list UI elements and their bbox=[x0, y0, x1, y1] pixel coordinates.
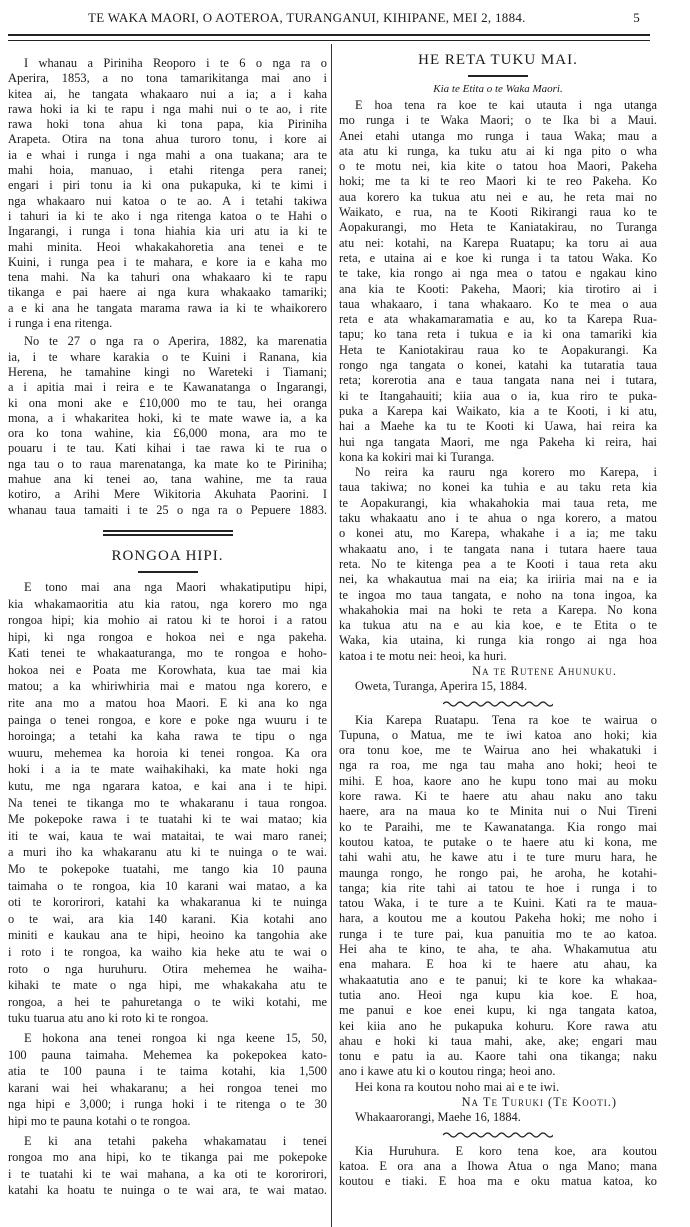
text-line: whakahokia mai na hoki te reta a Karepa. No kona bbox=[339, 602, 657, 617]
text-line: katoa. E ora ana a Ihowa Atua o nga Mano; mana bbox=[339, 1158, 657, 1173]
text-line: Kia Karepa Ruatapu. Tena ra koe te wairua o bbox=[355, 712, 657, 727]
text-line: Aperira, 1853, a no tona tamarikitanga mai ano i bbox=[8, 71, 327, 86]
text-line: tahi wahi atu, he kawe atu i te ture muru hara, he bbox=[339, 850, 657, 865]
text-line: a e ki ana he tangata marama rawa ia ki te whaikorero bbox=[8, 300, 327, 315]
text-line: katahi ka hoatu te nuinga o te wai ara, te wai matao. bbox=[8, 1183, 327, 1198]
text-line: mona, a i whakaritea hoki, ki te mate wawe ia, a ka bbox=[8, 410, 327, 425]
text-line: Hei kona ra koutou noho mai ai e te iwi. bbox=[355, 1079, 560, 1094]
text-line: rawa hoki ia ki te rapu i nga mahi nui o te ao, i rite bbox=[8, 101, 327, 116]
text-line: rongoa, a hei te pahuretanga o te wiki kotahi, me bbox=[8, 994, 327, 1009]
paragraph bbox=[339, 465, 657, 664]
text-line: No reira ka rauru nga korero mo Karepa, i bbox=[355, 465, 657, 480]
text-line: tonu e patu ia au. Kaore tahi ona tikanga; naku bbox=[339, 1049, 657, 1064]
text-line: rawa hoki tona ahua ki tona papa, kia Piriniha bbox=[8, 117, 327, 132]
text-line: hai a Maehe ka tu te Kooti ki Uawa, hai reira ka bbox=[339, 419, 657, 434]
text-line: reta e ata whakamaramatia e au, ko ta Karepa Rua- bbox=[339, 312, 657, 327]
text-line: rongoa hipi; kia mohio ai ratou ki te horoi i a ratou bbox=[8, 613, 327, 628]
text-line: ora tonu koe, me te Wairua ano hei whakatuki i bbox=[339, 743, 657, 758]
heading-rule bbox=[138, 571, 198, 573]
paragraph bbox=[8, 1133, 327, 1199]
text-line: kihaki te mate o nga hipi, me whakakaha atu te bbox=[8, 978, 327, 993]
letters bbox=[339, 98, 657, 1189]
text-line: reta; korerotia ana e taua tangata nana nei i tutara, bbox=[339, 373, 657, 388]
text-line: Waka, kia utaina, ki runga kia rongo ai nga hoa bbox=[339, 633, 657, 648]
text-line: o te motu nei, kia kite o tatou hoa Maori, Pakeha bbox=[339, 159, 657, 174]
text-line: whanau taua tamaiti i te 25 o nga ra o Pepuere 1883. bbox=[8, 502, 327, 517]
text-line: nga whakaaro nui katoa o te ao. A i tetahi takiwa bbox=[8, 193, 327, 208]
text-line: miniti e kaukau ana te hipi, heoino ka tangohia ake bbox=[8, 928, 327, 943]
text-line: hokoa nei e Poata me Korowhata, kua tae mai kia bbox=[8, 662, 327, 677]
text-line: me panui e koe enei kupu, ki nga tangata katoa, bbox=[339, 1003, 657, 1018]
text-line: 100 pauna taimaha. Mehemea ka pokepokea kato- bbox=[8, 1047, 327, 1062]
text-line: te ingoa mo taua tangata, e noho na tona ingoa, ka bbox=[339, 587, 657, 602]
wavy-separator bbox=[443, 699, 553, 709]
rongoa-hipi-heading: RONGOA HIPI. bbox=[111, 547, 224, 564]
text-line: o te wai, ara kia 140 karani. Kia kotahi ano bbox=[8, 911, 327, 926]
text-line: Kuini, i runga pea i te mahara, e kore ia e kaha mo bbox=[8, 254, 327, 269]
dateline: Whakaarorangi, Maehe 16, 1884. bbox=[355, 1110, 521, 1125]
text-line: kore rawa. Ki te haere atu ahau naku ano taku bbox=[339, 789, 657, 804]
text-line: E hoa tena ra koe te kai utauta i nga utanga bbox=[355, 98, 657, 112]
text-line: Heta te Kaniotakirau raua ko te Aopakurangi. Ka bbox=[339, 342, 657, 357]
text-line: tapu; ko tana reta i tukua e ia ki ona tamariki kia bbox=[339, 327, 657, 342]
text-line: koutou e tiaki. E hoa ma e oku matua katoa, ko bbox=[339, 1174, 657, 1189]
text-line: roto o nga huruhuru. Otira mehemea he waiha- bbox=[8, 961, 327, 976]
text-line: i roto i te rongoa, ka waiho kia heke atu te wai o bbox=[8, 944, 327, 959]
text-line: a i apitia mai i reira e te Kawanatanga o Ingarangi, bbox=[8, 380, 327, 395]
text-line: nga hipi e 3,000; i runga hoki i te ritenga o te 30 bbox=[8, 1097, 327, 1112]
text-line: hoki i a ia te mate waihakihaki, ka mate hoki nga bbox=[8, 762, 327, 777]
paragraph bbox=[8, 334, 327, 518]
text-line: ka tukua atu na e au kia koe, e te Etita o te bbox=[339, 618, 657, 633]
text-line: koutou katoa, te putake o te haere atu ki kona, me bbox=[339, 834, 657, 849]
text-line: painga o tenei rongoa, e kore e poke nga wuuru i te bbox=[8, 712, 327, 727]
text-line: Hei aha te kino, te aha, te aha. Whakamutua atu bbox=[339, 942, 657, 957]
left-column bbox=[8, 56, 327, 1199]
text-line: tikanga e pai haere ai nga kura whakaako tamariki; bbox=[8, 285, 327, 300]
text-line: E hokona ana tenei rongoa ki nga keene 15, 50, bbox=[24, 1030, 327, 1045]
text-line: ko te Paraihi, me te Kawanatanga. Kia rongo mai bbox=[339, 819, 657, 834]
paragraph bbox=[8, 579, 327, 1027]
text-line: mahi hoia, manuao, i etahi ritenga pera ranei; bbox=[8, 163, 327, 178]
newspaper-header-title: TE WAKA MAORI, O AOTEROA, TURANGANUI, KIHIPANE, MEI 2, 1884. bbox=[88, 10, 526, 25]
text-line: kitea ai, he tangata whakaaro nui a ia; a i kaha bbox=[8, 86, 327, 101]
text-line: Herena, he tamahine kingi no Wareteki i Tiamani; bbox=[8, 364, 327, 379]
text-line: kona ka kokiri mai ki Turanga. bbox=[339, 449, 495, 464]
text-line: te take, kia rongo ai nga mea o tatou e ngakau kino bbox=[339, 266, 657, 281]
section-double-rule bbox=[103, 530, 233, 536]
text-line: mahi minita. Heoi whakakahoretia ana tenei e te bbox=[8, 239, 327, 254]
text-line: engari i piri tonu ia ki ona pukapuka, ki te kimi i bbox=[8, 178, 327, 193]
text-line: tanga; kia rite tahi ai tatou te hoe i runga i to bbox=[339, 880, 657, 895]
text-line: puka a Karepa kai Waikato, kia a te Kooti, i ki atu, bbox=[339, 403, 657, 418]
text-line: nei, ka whakautua mai na eia; ka iriiria mai na e ia bbox=[339, 572, 657, 587]
text-line: ena mahara. E hoa ki te haere atu ahau, ka bbox=[339, 957, 657, 972]
heading-rule bbox=[468, 75, 528, 77]
text-line: E ki ana tetahi pakeha whakamatau i tenei bbox=[24, 1133, 327, 1148]
obituary-article bbox=[8, 56, 327, 518]
signature: Na te Rutene Ahunuku. bbox=[472, 663, 617, 678]
paragraph bbox=[339, 1144, 657, 1190]
right-column bbox=[339, 52, 657, 1189]
text-line: ia, i te whare karakia o te Kuini i Ranana, kia bbox=[8, 349, 327, 364]
dateline: Oweta, Turanga, Aperira 15, 1884. bbox=[355, 679, 528, 694]
text-line: wuuru, mehemea ka horoia ki tenei rongoa. Ka ora bbox=[8, 745, 327, 760]
text-line: Waikato, e rua, na te Kooti Rikirangi raua ko te bbox=[339, 205, 657, 220]
text-line: nga tau o to raua marenatanga, ka mate ko te Piriniha; bbox=[8, 456, 327, 471]
text-line: kei kiia ano he pukapuka kohuru. Kore rawa atu bbox=[339, 1018, 657, 1033]
text-line: hoki; me ta ki te reo Maori ki te reo Pakeha. Ko bbox=[339, 174, 657, 189]
paragraph bbox=[339, 713, 657, 1080]
text-line: I whanau a Piriniha Reoporo i te 6 o nga ra o bbox=[24, 56, 327, 70]
text-line: Arapeta. Otira na tona ahua turoro tonu, i kore ai bbox=[8, 132, 327, 147]
text-line: o konei atu, mo Karepa, whakahe i a ia; me taku bbox=[339, 526, 657, 541]
text-line: a muri iho ka whakaranu atu ki te nuinga o te wai. bbox=[8, 845, 327, 860]
wavy-separator bbox=[443, 1130, 553, 1140]
text-line: kia whakamaoritia atu kia ratou, nga korero mo nga bbox=[8, 596, 327, 611]
he-reta-tuku-mai-heading: HE RETA TUKU MAI. bbox=[418, 52, 578, 68]
text-line: whakaatu ano, i te tangata nana i tutara haere taua bbox=[339, 541, 657, 556]
column-divider bbox=[331, 44, 332, 1227]
text-line: mihi. E hoa, kaore ano he kupu tono mai au moku bbox=[339, 773, 657, 788]
text-line: ata atu ki runga, ka tuku atu ai ki nga pito o wha bbox=[339, 143, 657, 158]
text-line: E tono mai ana nga Maori whakatiputipu hipi, bbox=[24, 579, 327, 594]
text-line: Me pokepoke rawa i te tuatahi ki te wai matao; kia bbox=[8, 812, 327, 827]
text-line: ki ona moni ake e £10,000 mo te tau, hei oranga bbox=[8, 395, 327, 410]
text-line: nga ra roa, me nga tau maha ano hoki; heoi te bbox=[339, 758, 657, 773]
paragraph bbox=[339, 1080, 657, 1095]
text-line: maunga rongo, he rongo pai, he aroha, he kotahi- bbox=[339, 865, 657, 880]
paragraph bbox=[339, 98, 657, 465]
text-line: tuku tuarua atu ano ki roto ki te rongoa. bbox=[8, 1011, 209, 1026]
masthead bbox=[8, 8, 648, 28]
text-line: Mo te pokepoke tuatahi, me tango kia 10 pauna bbox=[8, 862, 327, 876]
text-line: iti te wai, kaua te wai mataitai, te wai maro ranei; bbox=[8, 828, 327, 843]
text-line: te Aopakurangi, kia whakahokia mai taua reta, me bbox=[339, 495, 657, 510]
text-line: hipi mo te pauna kotahi o te rongoa. bbox=[8, 1113, 191, 1128]
text-line: tatou Waka, i te ture a te Kuini. Kati ra te maua- bbox=[339, 896, 657, 911]
text-line: ia e whai i runga i nga mahi a ona tuakana; ara te bbox=[8, 147, 327, 162]
text-line: Ingarangi, i runga i tona hiahia kia uri atu ia ki te bbox=[8, 224, 327, 239]
text-line: horoinga; a tetahi ka kaha rawa te tipu o nga bbox=[8, 729, 327, 744]
text-line: rongoa mo ana hipi, ko te tikanga pai me pokepoke bbox=[8, 1150, 327, 1165]
text-line: rongo nga tangata o konei, katahi ka tutaratia taua bbox=[339, 358, 657, 373]
text-line: i runga i ena ritenga. bbox=[8, 316, 113, 331]
text-line: whakaatutia ano e te panui; ki te kore ka whakaa- bbox=[339, 972, 657, 987]
text-line: karani wai hei whakaranu; a hei rongoa tenei mo bbox=[8, 1080, 327, 1095]
letter-subtitle: Kia te Etita o te Waka Maori. bbox=[433, 83, 563, 95]
text-line: hara, a koutou me a koutou Pakeha hoki; me noho i bbox=[339, 911, 657, 926]
text-line: hipi, ki nga rongoa e hokoa nei e nga pakeha. bbox=[8, 629, 327, 644]
text-line: haere, ara na maua ko te Minita nui o Nui Tireni bbox=[339, 804, 657, 819]
text-line: ano i kawe atu ki o koutou ringa; heoi ano. bbox=[339, 1064, 556, 1079]
text-line: pouaru i te tau. Kati kihai i tae rawa ki te rua o bbox=[8, 441, 327, 456]
text-line: katoa i te motu nei: heoi, ka huri. bbox=[339, 648, 507, 663]
rongoa-hipi-article bbox=[8, 579, 327, 1199]
text-line: mahue ana ki tenei ao, tana wahine, me ta raua bbox=[8, 472, 327, 487]
text-line: reta, e utaina ai e koe ki runga i ta tatou Waka. Ko bbox=[339, 250, 657, 265]
text-line: taimaha o te rongoa, kia 10 karani wai matao, a ka bbox=[8, 878, 327, 893]
text-line: kutu, me nga ngarara katoa, e kai ana i te hipi. bbox=[8, 779, 327, 794]
text-line: ana kia te Kooti: Pakeha, Maori; kia tirotiro ai i bbox=[339, 281, 657, 296]
text-line: Aopakurangi, mo Heta te Kaniatakirau, no Turanga bbox=[339, 220, 657, 235]
text-line: ki te Itangahauiti; kiia aua o ia, kua riro te puka- bbox=[339, 388, 657, 403]
text-line: kotiro, a Arihi Mere Wikitoria Akuhata Paorini. I bbox=[8, 487, 327, 502]
text-line: i te tuatahi ki te wai mahana, a ka oti te kororirori, bbox=[8, 1166, 327, 1181]
text-line: tutia ano. Heoi nga kupu kia koe. E hoa, bbox=[339, 987, 657, 1002]
text-line: ora ko tona wahine, kia £6,000 mona, ara mo te bbox=[8, 426, 327, 441]
page-number: 5 bbox=[633, 10, 640, 25]
text-line: Kia Huruhura. E koro tena koe, ara koutou bbox=[355, 1143, 657, 1158]
text-line: Na tenei te tikanga mo te whakaranu i taua rongoa. bbox=[8, 795, 327, 810]
text-line: Anei etahi utanga mo runga i taua Waka; mau a bbox=[339, 128, 657, 143]
text-line: i tahuri ia ki te ako i nga ritenga katoa o te Hahi o bbox=[8, 208, 327, 223]
text-line: hui nga tangata Maori, me nga Pakeha ki reira, hai bbox=[339, 434, 657, 449]
text-line: tena mahi. Na ka tahuri ona whakaaro ki te rapu bbox=[8, 270, 327, 285]
text-line: taua whakaaro, i tana whakaaro. Ko te mea o aua bbox=[339, 296, 657, 311]
text-line: ahau e hoki ki taua mahi, ake, ake; engari mau bbox=[339, 1033, 657, 1048]
text-line: rite ana mo a matou hoa Maori. E ki ana ko nga bbox=[8, 696, 327, 711]
text-line: runga i te ture pai, kua panuitia mo te ao katoa. bbox=[339, 926, 657, 941]
header-rule bbox=[8, 34, 650, 41]
text-line: atia te 100 pauna i te taima kotahi, kia 1,500 bbox=[8, 1064, 327, 1079]
text-line: aua korero ka tukua atu nei e au, he reta mai no bbox=[339, 189, 657, 204]
text-line: atu nei: kotahi, na Karepa Ruatapu; ka toru ai aua bbox=[339, 235, 657, 250]
text-line: Tupuna, o Matua, me te iwi katoa ano hoki; kia bbox=[339, 727, 657, 742]
text-line: taua takiwa; no konei ka tuhia e au taku reta kia bbox=[339, 480, 657, 495]
text-line: mo runga i te Waka Maori; o te Ika bi a Maui. bbox=[339, 113, 657, 128]
text-line: No te 27 o nga ra o Aperira, 1882, ka marenatia bbox=[24, 334, 327, 349]
paragraph bbox=[8, 1030, 327, 1130]
text-line: reta. No te kitenga pea a te Kooti i taua reta aku bbox=[339, 556, 657, 571]
text-line: matou; a ka whiriwhiria mai e matou nga korero, e bbox=[8, 679, 327, 694]
signature: Na Te Turuki (Te Kooti.) bbox=[461, 1095, 617, 1109]
text-line: oti te kororirori, katahi ka whakaranua ki te nuinga bbox=[8, 895, 327, 910]
text-line: Kati tenei te whakaaturanga, mo te rongoa e hoho- bbox=[8, 646, 327, 661]
paragraph bbox=[8, 56, 327, 331]
text-line: taku whakaatu ano i te ahua o nga korero, a matou bbox=[339, 511, 657, 526]
